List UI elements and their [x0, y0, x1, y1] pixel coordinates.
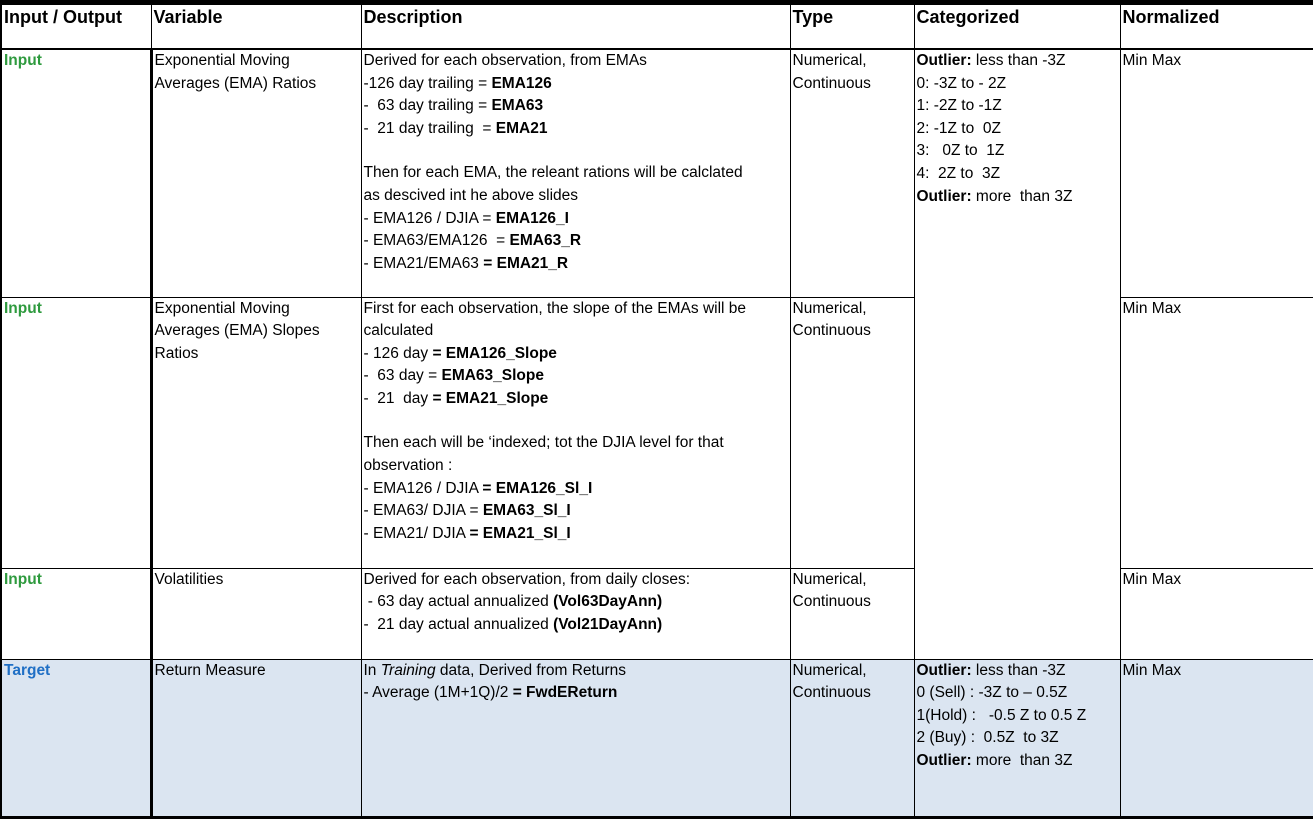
description-line: observation : — [363, 457, 453, 475]
description-line: First for each observation, the slope of the EMAs will be — [363, 299, 747, 317]
header-variable: Variable — [151, 3, 361, 50]
category-bin: 1: -2Z to -1Z — [916, 97, 1002, 115]
description-item: - 126 day = EMA126_Slope — [363, 344, 557, 362]
type-line: Numerical, — [792, 570, 867, 588]
description-line: calculated — [363, 322, 434, 340]
variable-line: Volatilities — [154, 570, 224, 588]
role-label: Input — [4, 52, 42, 69]
type-line: Numerical, — [792, 299, 867, 317]
header-categorized: Categorized — [914, 3, 1120, 50]
description-item: - 21 day trailing = EMA21 — [363, 119, 548, 137]
type-cell — [790, 297, 914, 568]
normalized-cell: Min Max — [1120, 568, 1313, 659]
description-item: -126 day trailing = EMA126 — [363, 74, 552, 92]
description-cell — [361, 297, 790, 568]
type-cell — [790, 49, 914, 297]
header-type: Type — [790, 3, 914, 50]
variable-line: Exponential Moving — [154, 52, 290, 69]
description-line: Then each will be ‘indexed; tot the DJIA level for that — [363, 434, 724, 452]
role-cell — [1, 297, 151, 568]
header-normalized: Normalized — [1120, 3, 1313, 50]
description-item: - 21 day actual annualized (Vol21DayAnn) — [363, 615, 663, 633]
description-item: - 21 day = EMA21_Slope — [363, 389, 549, 407]
table-row — [1, 49, 1313, 297]
role-cell — [1, 659, 151, 817]
variable-line: Averages (EMA) Slopes — [154, 322, 320, 340]
outlier-low: Outlier: less than -3Z — [916, 52, 1066, 69]
table-row-target — [1, 659, 1313, 817]
categorized-cell — [914, 49, 1120, 659]
description-line: as descived int he above slides — [363, 186, 579, 204]
type-line: Continuous — [792, 322, 871, 340]
type-line: Continuous — [792, 684, 871, 702]
role-cell — [1, 568, 151, 659]
category-bin: 0: -3Z to - 2Z — [916, 74, 1007, 92]
description-line: Derived for each observation, from daily closes: — [363, 570, 691, 588]
variable-cell — [151, 49, 361, 297]
category-bin: 1(Hold) : -0.5 Z to 0.5 Z — [916, 706, 1087, 724]
description-item: - 63 day = EMA63_Slope — [363, 367, 544, 385]
outlier-low: Outlier: less than -3Z — [916, 661, 1066, 679]
normalized-cell: Min Max — [1120, 49, 1313, 297]
description-line: In Training data, Derived from Returns — [363, 661, 626, 679]
normalized-cell: Min Max — [1120, 659, 1313, 817]
category-bin: 4: 2Z to 3Z — [916, 164, 1001, 182]
categorized-cell — [914, 659, 1120, 817]
variable-cell — [151, 297, 361, 568]
description-line: Derived for each observation, from EMAs — [363, 52, 647, 69]
role-cell — [1, 49, 151, 297]
category-bin: 2 (Buy) : 0.5Z to 3Z — [916, 729, 1059, 747]
type-line: Continuous — [792, 593, 871, 611]
variable-cell — [151, 659, 361, 817]
variable-line: Ratios — [154, 344, 199, 362]
description-line: Then for each EMA, the releant rations will be calclated — [363, 164, 743, 182]
type-cell — [790, 568, 914, 659]
variable-line: Return Measure — [154, 661, 266, 679]
header-description: Description — [361, 3, 790, 50]
header-input-output: Input / Output — [1, 3, 151, 50]
outlier-high: Outlier: more than 3Z — [916, 187, 1073, 205]
description-cell — [361, 659, 790, 817]
outlier-high: Outlier: more than 3Z — [916, 751, 1073, 769]
role-label: Target — [4, 661, 51, 679]
variable-line: Averages (EMA) Ratios — [154, 74, 317, 92]
category-bin: 0 (Sell) : -3Z to – 0.5Z — [916, 684, 1068, 702]
description-item: - EMA126 / DJIA = EMA126_Sl_I — [363, 479, 593, 497]
variable-line: Exponential Moving — [154, 299, 290, 317]
type-line: Numerical, — [792, 52, 867, 69]
type-cell — [790, 659, 914, 817]
role-label: Input — [4, 299, 42, 317]
variable-cell — [151, 568, 361, 659]
normalized-cell: Min Max — [1120, 297, 1313, 568]
description-item: - EMA63/ DJIA = EMA63_Sl_I — [363, 502, 571, 520]
category-bin: 3: 0Z to 1Z — [916, 142, 1005, 160]
type-line: Continuous — [792, 74, 871, 92]
description-item: - 63 day actual annualized (Vol63DayAnn) — [363, 593, 663, 611]
description-item: - 63 day trailing = EMA63 — [363, 97, 544, 115]
description-item: - EMA21/ DJIA = EMA21_Sl_I — [363, 524, 571, 542]
description-item: - EMA63/EMA126 = EMA63_R — [363, 232, 582, 250]
role-label: Input — [4, 570, 42, 588]
category-bin: 2: -1Z to 0Z — [916, 119, 1001, 137]
type-line: Numerical, — [792, 661, 867, 679]
description-cell — [361, 49, 790, 297]
description-item: - Average (1M+1Q)/2 = FwdEReturn — [363, 684, 618, 702]
header-row — [1, 3, 1313, 50]
description-cell — [361, 568, 790, 659]
description-item: - EMA126 / DJIA = EMA126_I — [363, 209, 569, 227]
description-item: - EMA21/EMA63 = EMA21_R — [363, 254, 569, 272]
